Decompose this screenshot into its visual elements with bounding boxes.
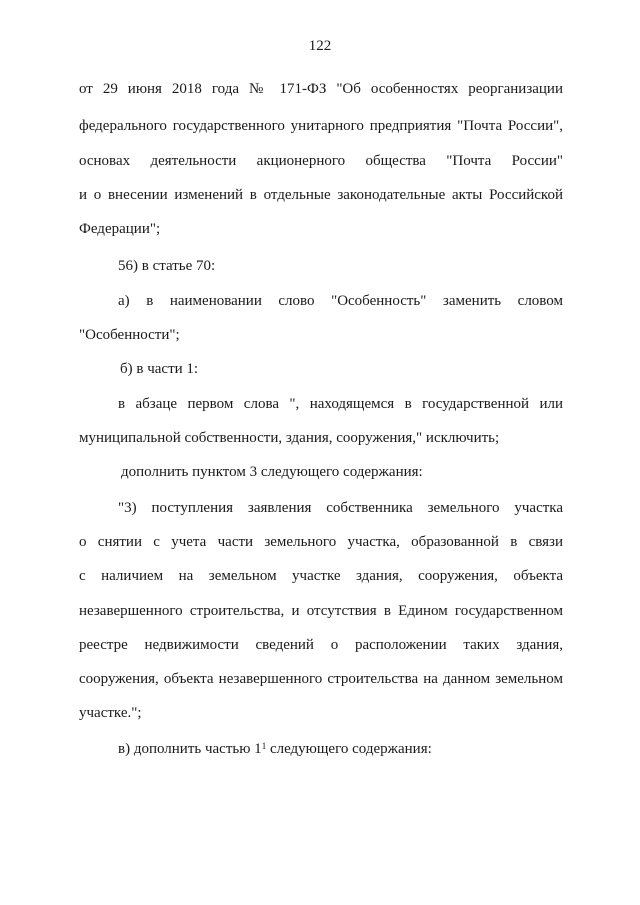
text-line: дополнить пунктом 3 следующего содержания: [121, 464, 423, 480]
text-line: основах деятельности акционерного общества "Почта России" [79, 153, 563, 169]
text-line: "Особенности"; [79, 327, 180, 343]
page-number: 122 [308, 38, 332, 54]
text-line: и о внесении изменений в отдельные законодательные акты Российской [79, 187, 563, 203]
text-line: федерального государственного унитарного предприятия "Почта России", [79, 118, 563, 134]
text-line: незавершенного строительства, и отсутствия в Едином государственном [79, 603, 563, 619]
text-line [118, 740, 563, 758]
text-line: 56) в статье 70: [118, 258, 216, 274]
text-line: от 29 июня 2018 года № 171-ФЗ "Об особенностях реорганизации [79, 81, 563, 97]
text-line: Федерации"; [79, 221, 161, 237]
text-fragment: следующего содержания: [266, 741, 432, 757]
superscript: 1 [261, 741, 267, 751]
text-line: о снятии с учета части земельного участка, образованной в связи [79, 534, 563, 550]
text-line: муниципальной собственности, здания, сооружения," исключить; [79, 430, 500, 446]
text-line: "3) поступления заявления собственника земельного участка [118, 500, 563, 516]
text-line: сооружения, объекта незавершенного строительства на данном земельном [79, 671, 563, 687]
text-fragment: в) дополнить частью 1 [118, 741, 262, 757]
text-line: участке."; [79, 705, 142, 721]
text-line: а) в наименовании слово "Особенность" заменить словом [118, 293, 563, 309]
text-line: в абзаце первом слова ", находящемся в государственной или [118, 396, 563, 412]
text-line: реестре недвижимости сведений о расположении таких здания, [79, 637, 563, 653]
text-line: б) в части 1: [120, 361, 199, 377]
text-line: с наличием на земельном участке здания, сооружения, объекта [79, 568, 563, 584]
